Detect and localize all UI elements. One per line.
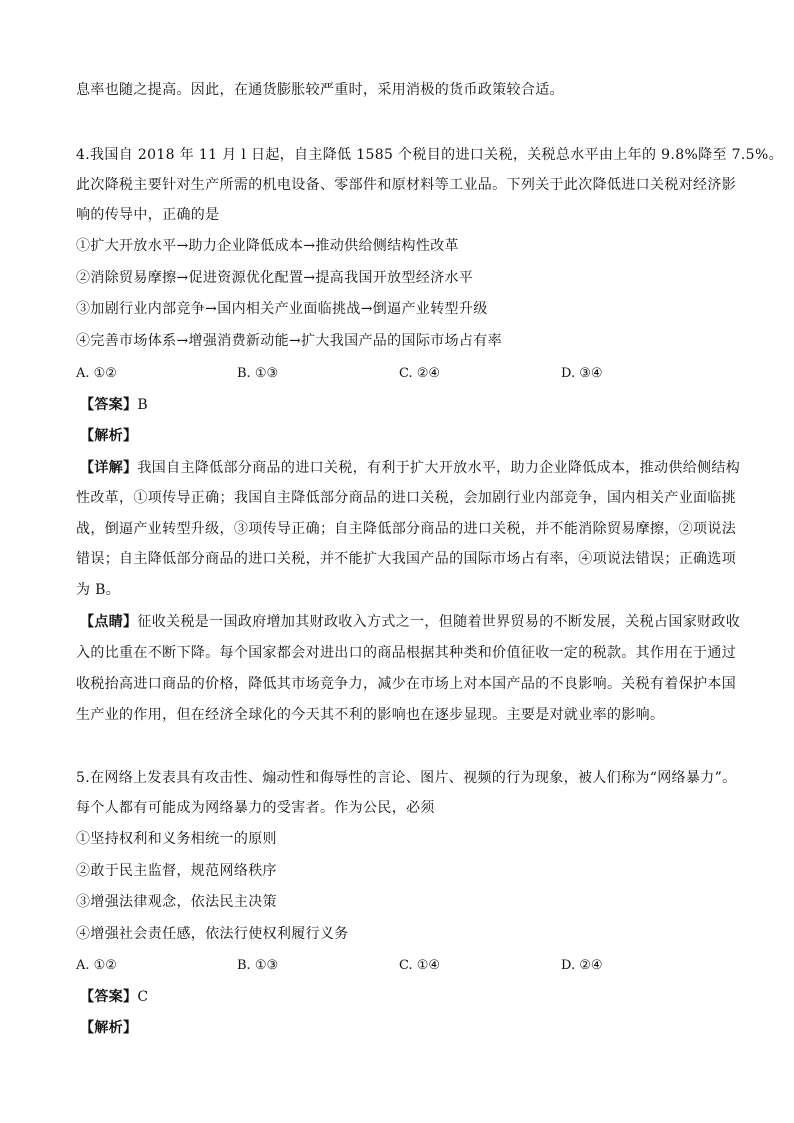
q4-stem-line-2: 此次降税主要针对生产所需的机电设备、零部件和原材料等工业品。下列关于此次降低进口关税对经济影 xyxy=(76,177,737,193)
q4-option-c: C. ②④ xyxy=(399,366,441,381)
q5-option-c: C. ①④ xyxy=(399,958,441,973)
q4-stem-line-1: 4.我国自 2018 年 11 月 l 日起，自主降低 1585 个税目的进口关税，关税总水平由上年的 9.8%降至 7.5%。 xyxy=(76,147,783,163)
answer-tag: 【答案】 xyxy=(80,397,138,413)
q5-analysis-heading xyxy=(80,1018,730,1038)
q5-item-3: ③增强法律观念，依法民主决策 xyxy=(76,894,277,910)
intro-paragraph-line: 息率也随之提高。因此，在通货膨胀较严重时，采用消极的货币政策较合适。 xyxy=(76,82,564,98)
q4-note-line-3: 收税抬高进口商品的价格，降低其市场竞争力，减少在市场上对本国产品的不良影响。关税有着保护本国 xyxy=(76,676,737,692)
q4-note-line-4: 生产业的作用，但在经济全球化的今天其不利的影响也在逐步显现。主要是对就业率的影响。 xyxy=(76,707,665,723)
answer-value: B xyxy=(137,397,149,413)
q4-detail-line-3: 战，倒逼产业转型升级，③项传导正确；自主降低部分商品的进口关税，并不能消除贸易摩擦，②项说法 xyxy=(76,521,737,537)
answer-tag: 【答案】 xyxy=(80,989,138,1005)
q4-option-d: D. ③④ xyxy=(561,366,603,381)
q5-answer xyxy=(80,987,730,1007)
q4-stem-line-3: 响的传导中，正确的是 xyxy=(76,207,220,223)
q4-option-b: B. ①③ xyxy=(237,366,279,381)
q4-item-3: ③加剧行业内部竞争→国内相关产业面临挑战→倒逼产业转型升级 xyxy=(76,301,488,317)
detail-text: 我国自主降低部分商品的进口关税，有利于扩大开放水平，助力企业降低成本，推动供给侧结构 xyxy=(137,460,741,476)
note-text: 征收关税是一国政府增加其财政收入方式之一，但随着世界贸易的不断发展，关税占国家财政收 xyxy=(137,614,741,630)
note-tag: 【点睛】 xyxy=(80,614,138,630)
q4-detail-line-1 xyxy=(80,458,741,478)
answer-value: C xyxy=(137,989,149,1005)
q4-note-line-1 xyxy=(80,612,741,632)
q5-stem-line-1: 5.在网络上发表具有攻击性、煽动性和侮辱性的言论、图片、视频的行为现象，被人们称为“网络暴力”。 xyxy=(76,770,737,786)
q5-stem-line-2: 每个人都有可能成为网络暴力的受害者。作为公民，必须 xyxy=(76,800,435,816)
q5-item-1: ①坚持权利和义务相统一的原则 xyxy=(76,831,277,847)
q5-option-b: B. ①③ xyxy=(237,958,279,973)
q4-item-2: ②消除贸易摩擦→促进资源优化配置→提高我国开放型经济水平 xyxy=(76,270,474,286)
q4-note-line-2: 入的比重在不断下降。每个国家都会对进出口的商品根据其种类和价值征收一定的税款。其作用在于通过 xyxy=(76,645,737,661)
q4-item-1: ①扩大开放水平→助力企业降低成本→推动供给侧结构性改革 xyxy=(76,238,459,254)
q4-item-4: ④完善市场体系→增强消费新动能→扩大我国产品的国际市场占有率 xyxy=(76,333,502,349)
q4-detail-line-2: 性改革，①项传导正确；我国自主降低部分商品的进口关税，会加剧行业内部竞争，国内相关产业面临挑 xyxy=(76,490,737,506)
detail-tag: 【详解】 xyxy=(80,460,138,476)
q5-item-2: ②敢于民主监督，规范网络秩序 xyxy=(76,863,277,879)
analysis-tag: 【解析】 xyxy=(80,428,138,444)
q4-analysis-heading xyxy=(80,426,730,446)
q4-option-a: A. ①② xyxy=(76,366,117,381)
q4-answer xyxy=(80,395,730,415)
q5-option-a: A. ①② xyxy=(76,958,117,973)
analysis-tag: 【解析】 xyxy=(80,1020,138,1036)
q4-detail-line-5: 为 B。 xyxy=(76,582,121,598)
q5-item-4: ④增强社会责任感，依法行使权利履行义务 xyxy=(76,926,349,942)
q5-option-d: D. ②④ xyxy=(561,958,603,973)
q4-detail-line-4: 错误；自主降低部分商品的进口关税，并不能扩大我国产品的国际市场占有率，④项说法错误；正确选项 xyxy=(76,551,737,567)
